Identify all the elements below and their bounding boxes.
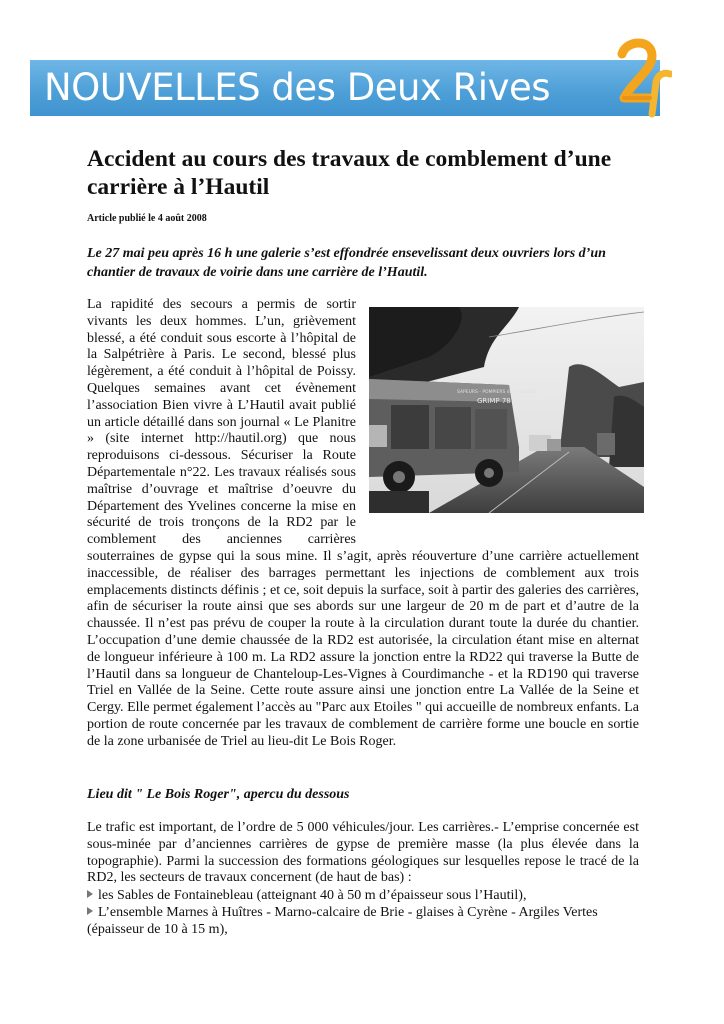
photo-wrap-space <box>356 297 639 546</box>
arrow-bullet-icon <box>87 890 93 898</box>
deux-rives-logo-icon <box>612 36 672 120</box>
geology-list <box>87 888 639 938</box>
truck-door-text: SAPEURS - POMPIERS des YVELINES <box>457 390 538 395</box>
truck-unit-text: GRIMP 78 <box>477 397 511 405</box>
article-body-paragraph-2: Le trafic est important, de l’ordre de 5 000 véhicules/jour. Les carrières.- L’emprise concernée est sous-minée par d’anciennes carrières de gypse de première masse (la plus élevée dans la topographie). Parmi la succession des formations géologiques sur lesquelles repose le tracé de la RD2, les secteurs de travaux concernent (de haut de bas) : <box>87 820 639 886</box>
list-item: L’ensemble Marnes à Huîtres - Marno-calcaire de Brie - glaises à Cyrène - Argiles Vertes (épaisseur de 10 à 15 m), <box>87 904 598 937</box>
arrow-bullet-icon <box>87 907 93 915</box>
paragraph-1-text: La rapidité des secours a permis de sortir vivants les deux hommes. L’un, grièvement blessé, a été conduit sous escorte à l’hôpital de la Salpétrière à Paris. Le second, blessé plus légèrement, a été conduit à l’hôpital de Poissy. Quelques semaines avant cet évènement l’association Bien vivre à L’Hautil avait publié un article détaillé dans son journal « Le Planitre » (site internet http://hautil.org) que nous reproduisons ci-dessous. Sécuriser la Route Départementale n°22. Les travaux réalisés sous maîtrise d’ouvrage et maîtrise d’oeuvre du Département des Yvelines concerne la mise en sécurité de trois tronçons de la RD2 par le comblement des anciennes carrières souterraines de gypse qui la sous mine. Il s’agit, après réouverture d’une carrière actuellement inaccessible, de réaliser des barrages permettant les injections de comblement aux trois emplacements distincts définis ; et ce, soit depuis la surface, soit à partir des galeries des carrières, afin de sécuriser la route ainsi que ses abords sur une largeur de 20 m de part et d’autre de la chaussée. Il n’est pas prévu de couper la route à la circulation durant toute la durée du chantier. L’occupation d’une demie chaussée de la RD2 est autorisée, la circulation étant mise en alternat de longueur inférieure à 100 m. La RD2 assure la jonction entre la RD22 qui traverse la Butte de l’Hautil dans sa longueur de Chanteloup-Les-Vignes à Courdimanche - et la RD190 qui traverse Triel en Vallée de la Seine. Cette route assure ainsi une jonction entre La Vallée de la Seine et Cergy. Elle permet également l’accès au "Parc aux Etoiles " qui accueille de nombreux enfants. La portion de route concernée par les travaux de comblement de carrière forme une boucle en sortie de la zone urbanisée de Triel au lieu-dit Le Bois Roger. <box>87 297 639 749</box>
article-lead: Le 27 mai peu après 16 h une galerie s’est effondrée ensevelissant deux ouvriers lors d’un chantier de travaux de voirie dans une carrière de l’Hautil. <box>87 246 606 280</box>
article-body-paragraph-1 <box>87 297 639 751</box>
article-title: Accident au cours des travaux de comblement d’une carrière à l’Hautil <box>87 146 612 200</box>
masthead-title: NOUVELLES des Deux Rives <box>44 66 550 109</box>
masthead-banner <box>30 60 660 116</box>
publication-date: Article publié le 4 août 2008 <box>87 213 207 224</box>
list-item: les Sables de Fontainebleau (atteignant 40 à 50 m d’épaisseur sous l’Hautil), <box>87 888 639 905</box>
section-subheading: Lieu dit " Le Bois Roger", apercu du dessous <box>87 787 350 802</box>
